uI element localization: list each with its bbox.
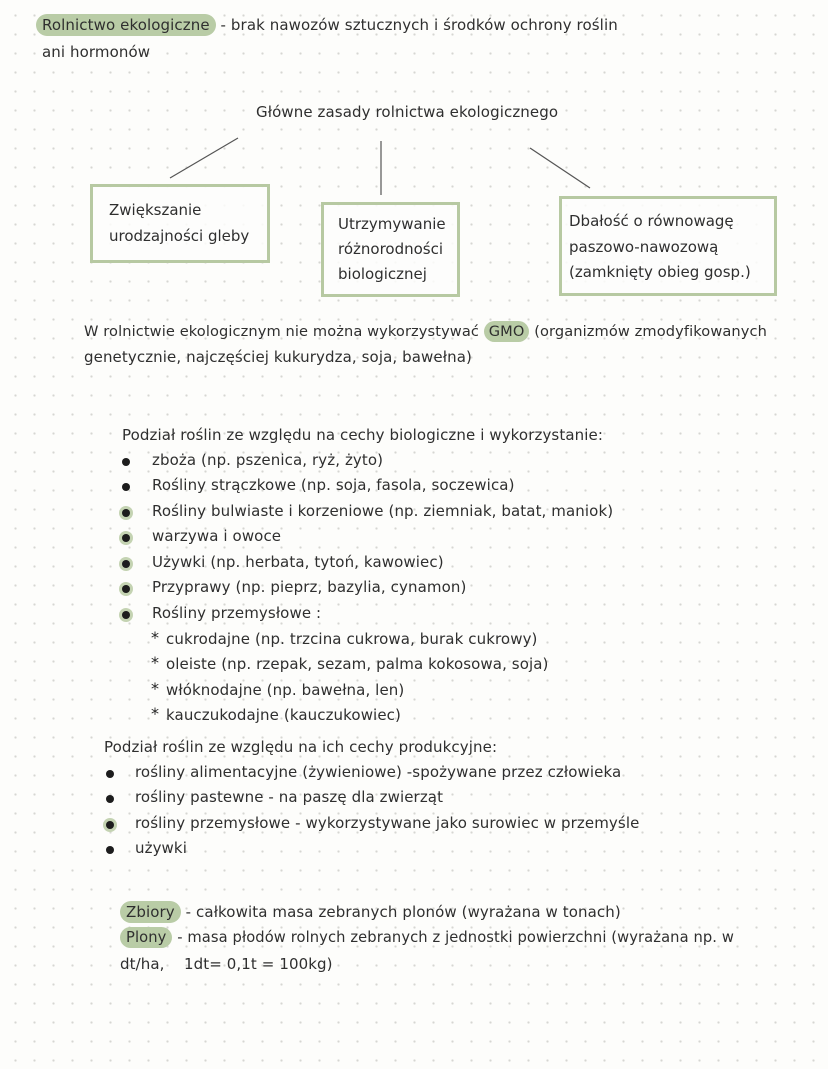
- zbiory-definition: - całkowita masa zebranych plonów (wyrażana w tonach): [185, 903, 621, 921]
- box3-line-1: Dbałość o równowagę: [569, 212, 734, 230]
- list-item: Przyprawy (np. pieprz, bazylia, cynamon): [152, 578, 467, 596]
- list-item: używki: [135, 839, 187, 857]
- bullet-icon: [122, 509, 130, 517]
- sub-list-item: włóknodajne (np. bawełna, len): [166, 681, 405, 699]
- box2-line-1: Utrzymywanie: [338, 215, 446, 233]
- box2-line-3: biologicznej: [338, 265, 427, 283]
- asterisk-icon: *: [151, 628, 159, 647]
- box3-line-2: paszowo-nawozową: [569, 238, 719, 256]
- box2-line-2: różnorodności: [338, 240, 444, 258]
- gmo-post: (organizmów zmodyfikowanych: [534, 323, 767, 340]
- sub-list-item: cukrodajne (np. trzcina cukrowa, burak cukrowy): [166, 630, 538, 648]
- connector-left: [170, 138, 238, 178]
- term-gmo: GMO: [484, 321, 530, 342]
- intro-line-2: ani hormonów: [42, 43, 151, 61]
- connector-right: [530, 148, 590, 188]
- bullet-icon: [122, 611, 130, 619]
- list-item: rośliny pastewne - na paszę dla zwierząt: [135, 788, 444, 806]
- plony-definition: - masa płodów rolnych zebranych z jednostki powierzchni (wyrażana np. w: [177, 929, 734, 946]
- bullet-icon: [106, 770, 114, 778]
- principle-box-biodiversity: [321, 202, 460, 297]
- gmo-pre: W rolnictwie ekologicznym nie można wykorzystywać: [84, 323, 480, 340]
- asterisk-icon: *: [151, 653, 159, 672]
- list-item: Rośliny przemysłowe :: [152, 604, 322, 622]
- definition-zbiory: [126, 905, 621, 920]
- bullet-icon: [106, 821, 114, 829]
- list-item: warzywa i owoce: [152, 527, 282, 545]
- list-item: rośliny przemysłowe - wykorzystywane jako surowiec w przemyśle: [135, 814, 640, 832]
- list-item: Rośliny bulwiaste i korzeniowe (np. ziemniak, batat, maniok): [152, 502, 614, 520]
- principle-box-soil: [90, 184, 270, 263]
- bullet-icon: [106, 795, 114, 803]
- term-zbiory: Zbiory: [120, 901, 181, 923]
- box3-line-3: (zamknięty obieg gosp.): [569, 263, 751, 281]
- gmo-line-1: [84, 325, 767, 340]
- production-heading: Podział roślin ze względu na ich cechy produkcyjne:: [104, 738, 498, 756]
- definition-plony: [126, 931, 734, 946]
- asterisk-icon: *: [151, 704, 159, 723]
- term-rolnictwo-ekologiczne: Rolnictwo ekologiczne: [36, 14, 216, 36]
- bullet-icon: [122, 585, 130, 593]
- asterisk-icon: *: [151, 679, 159, 698]
- intro-definition: - brak nawozów sztucznych i środków ochrony roślin: [220, 16, 618, 34]
- gmo-line-2: genetycznie, najczęściej kukurydza, soja, bawełna): [84, 348, 472, 366]
- bullet-icon: [122, 483, 130, 491]
- bullet-icon: [106, 846, 114, 854]
- list-item: zboża (np. pszenica, ryż, żyto): [152, 451, 384, 469]
- box1-line-1: Zwiększanie: [109, 201, 202, 219]
- diagram-title: Główne zasady rolnictwa ekologicznego: [256, 103, 559, 121]
- box1-line-2: urodzajności gleby: [109, 227, 250, 245]
- list-item: Rośliny strączkowe (np. soja, fasola, soczewica): [152, 476, 515, 494]
- definition-plony-line-2: dt/ha, 1dt= 0,1t = 100kg): [120, 955, 333, 973]
- sub-list-item: oleiste (np. rzepak, sezam, palma kokosowa, soja): [166, 655, 549, 673]
- sub-list-item: kauczukodajne (kauczukowiec): [166, 706, 401, 724]
- list-item: Używki (np. herbata, tytoń, kawowiec): [152, 553, 444, 571]
- bullet-icon: [122, 534, 130, 542]
- list-item: rośliny alimentacyjne (żywieniowe) -spożywane przez człowieka: [135, 763, 622, 781]
- term-plony: Plony: [120, 927, 172, 948]
- biological-heading: Podział roślin ze względu na cechy biologiczne i wykorzystanie:: [122, 426, 603, 444]
- bullet-icon: [122, 560, 130, 568]
- bullet-icon: [122, 458, 130, 466]
- principle-box-balance: [559, 196, 777, 296]
